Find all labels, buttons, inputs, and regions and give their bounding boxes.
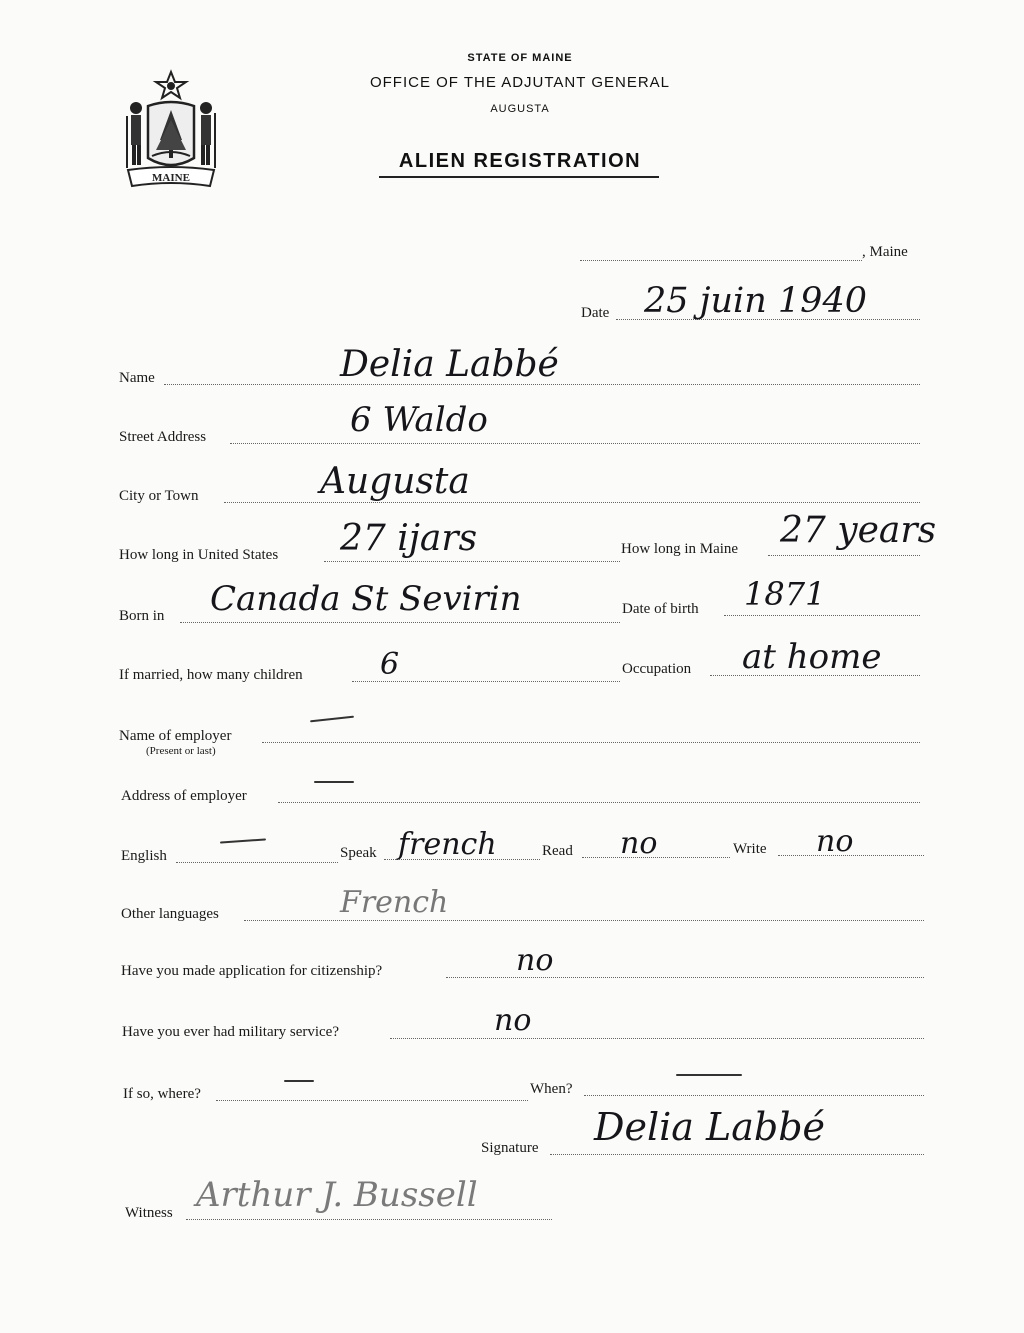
witness-line bbox=[186, 1219, 552, 1220]
how-long-maine-label: How long in Maine bbox=[621, 541, 739, 557]
military-label: Have you ever had military service? bbox=[122, 1024, 339, 1040]
when-line bbox=[584, 1095, 924, 1096]
speak-label: Speak bbox=[340, 845, 377, 861]
city-line bbox=[224, 502, 920, 503]
date-of-birth-value[interactable]: 1871 bbox=[744, 575, 826, 613]
place-line bbox=[580, 260, 862, 261]
when-dash[interactable] bbox=[676, 1074, 742, 1076]
how-long-maine-line bbox=[768, 555, 920, 556]
city-heading: AUGUSTA bbox=[490, 103, 550, 115]
children-value[interactable]: 6 bbox=[380, 647, 400, 682]
english-line bbox=[176, 862, 338, 863]
born-in-line bbox=[180, 622, 620, 623]
read-label: Read bbox=[542, 843, 573, 859]
occupation-value[interactable]: at home bbox=[742, 637, 882, 677]
where-dash[interactable] bbox=[284, 1080, 314, 1082]
maine-suffix-label: , Maine bbox=[862, 244, 908, 260]
title-underline bbox=[379, 176, 659, 178]
write-value[interactable]: no bbox=[816, 824, 854, 859]
name-label: Name bbox=[119, 370, 155, 386]
employer-note: (Present or last) bbox=[146, 745, 216, 757]
witness-label: Witness bbox=[125, 1205, 173, 1221]
english-dash[interactable] bbox=[220, 838, 266, 843]
military-value[interactable]: no bbox=[494, 1003, 532, 1038]
citizenship-value[interactable]: no bbox=[516, 943, 554, 978]
street-address-value[interactable]: 6 Waldo bbox=[350, 400, 488, 440]
name-value[interactable]: Delia Labbé bbox=[340, 344, 559, 385]
employer-name-label: Name of employer bbox=[119, 728, 232, 744]
date-of-birth-line bbox=[724, 615, 920, 616]
when-label: When? bbox=[530, 1081, 573, 1097]
how-long-us-label: How long in United States bbox=[119, 547, 279, 563]
citizenship-label: Have you made application for citizenship? bbox=[121, 963, 383, 979]
employer-address-line bbox=[278, 802, 920, 803]
born-in-value[interactable]: Canada St Sevirin bbox=[210, 579, 522, 619]
date-value[interactable]: 25 juin 1940 bbox=[644, 281, 867, 321]
state-heading: STATE OF MAINE bbox=[467, 52, 573, 64]
military-line bbox=[390, 1038, 924, 1039]
street-address-label: Street Address bbox=[119, 429, 207, 445]
signature-value[interactable]: Delia Labbé bbox=[594, 1105, 826, 1149]
date-of-birth-label: Date of birth bbox=[622, 601, 699, 617]
english-label: English bbox=[121, 848, 167, 864]
where-label: If so, where? bbox=[123, 1086, 201, 1102]
employer-address-label: Address of employer bbox=[121, 788, 247, 804]
employer-address-dash[interactable] bbox=[314, 781, 354, 783]
seal-text: MAINE bbox=[152, 172, 190, 184]
how-long-maine-value[interactable]: 27 years bbox=[780, 510, 937, 551]
signature-line bbox=[550, 1154, 924, 1155]
city-value[interactable]: Augusta bbox=[320, 461, 470, 502]
signature-label: Signature bbox=[481, 1140, 539, 1156]
read-value[interactable]: no bbox=[620, 826, 658, 861]
form-title: ALIEN REGISTRATION bbox=[398, 150, 642, 172]
employer-name-dash[interactable] bbox=[310, 716, 354, 723]
witness-value[interactable]: Arthur J. Bussell bbox=[196, 1175, 478, 1215]
speak-value[interactable]: french bbox=[398, 827, 497, 862]
other-languages-value[interactable]: French bbox=[340, 885, 449, 920]
date-label: Date bbox=[581, 305, 610, 321]
how-long-us-value[interactable]: 27 ijars bbox=[340, 518, 478, 559]
city-label: City or Town bbox=[119, 488, 199, 504]
other-languages-line bbox=[244, 920, 924, 921]
other-languages-label: Other languages bbox=[121, 906, 219, 922]
employer-name-line bbox=[262, 742, 920, 743]
occupation-label: Occupation bbox=[622, 661, 692, 677]
born-in-label: Born in bbox=[119, 608, 165, 624]
office-heading: OFFICE OF THE ADJUTANT GENERAL bbox=[369, 74, 671, 91]
how-long-us-line bbox=[324, 561, 620, 562]
children-label: If married, how many children bbox=[119, 667, 303, 683]
write-label: Write bbox=[733, 841, 767, 857]
street-address-line bbox=[230, 443, 920, 444]
where-line bbox=[216, 1100, 528, 1101]
